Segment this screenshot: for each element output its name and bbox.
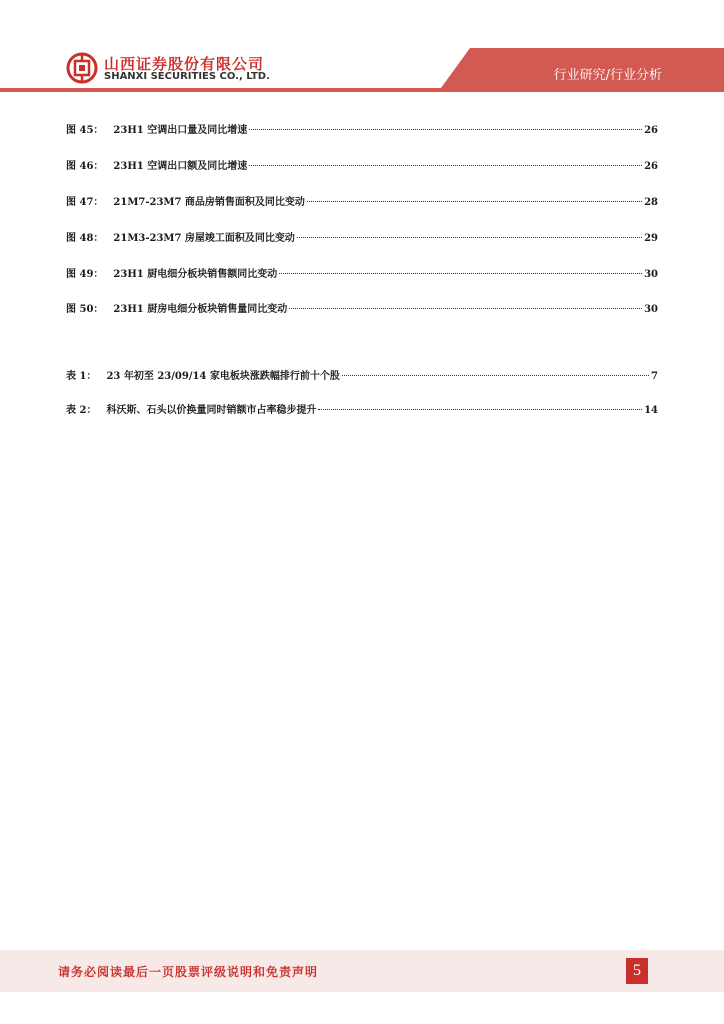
page-footer (0, 950, 724, 992)
toc-entry-label: 图 47： (66, 197, 104, 208)
toc-leader-dots (249, 128, 642, 130)
toc-entry-label: 图 48： (66, 233, 104, 244)
toc-entry-page: 30 (644, 269, 658, 280)
toc-entry-page: 26 (644, 125, 658, 136)
toc-table-entry[interactable] (66, 401, 658, 417)
toc-leader-dots (307, 200, 642, 202)
toc-entry-title: 23H1 厨房电细分板块销售量同比变动 (113, 304, 288, 315)
toc-entry-label: 图 46： (66, 161, 104, 172)
toc-leader-dots (318, 408, 642, 410)
toc-figure-entry[interactable] (66, 265, 658, 281)
company-name-cn: 山西证券股份有限公司 (104, 55, 265, 73)
toc-entry-title: 21M7-23M7 商品房销售面积及同比变动 (113, 197, 305, 208)
toc-entry-label: 图 49： (66, 269, 104, 280)
toc-figure-entry[interactable] (66, 300, 658, 316)
toc-entry-label: 表 2： (66, 405, 97, 416)
toc-entry-title: 23 年初至 23/09/14 家电板块涨跌幅排行前十个股 (106, 371, 340, 382)
shanxi-securities-logo-icon (66, 52, 98, 84)
toc-entry-page: 28 (644, 197, 658, 208)
toc-entry-title: 科沃斯、石头以价换量同时销额市占率稳步提升 (106, 405, 317, 416)
toc-leader-dots (297, 236, 642, 238)
toc-entry-label: 图 45： (66, 125, 104, 136)
toc-figure-entry[interactable] (66, 193, 658, 209)
toc-entry-title: 23H1 空调出口额及同比增速 (113, 161, 248, 172)
toc-entry-label: 图 50： (66, 304, 104, 315)
header-rule (0, 88, 724, 92)
toc-entry-page: 30 (644, 304, 658, 315)
page-number: 5 (626, 958, 648, 984)
toc-entry-title: 23H1 空调出口量及同比增速 (113, 125, 248, 136)
toc-figure-entry[interactable] (66, 157, 658, 173)
company-name-en: SHANXI SECURITIES CO., LTD. (104, 71, 270, 82)
toc-figure-entry[interactable] (66, 229, 658, 245)
toc-figure-entry[interactable] (66, 121, 658, 137)
toc-leader-dots (342, 374, 649, 376)
toc-entry-label: 表 1： (66, 371, 97, 382)
toc-entry-page: 14 (644, 405, 658, 416)
toc-leader-dots (249, 164, 642, 166)
toc-entry-title: 23H1 厨电细分板块销售额同比变动 (113, 269, 278, 280)
section-label: 行业研究/行业分析 (553, 68, 662, 83)
toc-table-entry[interactable] (66, 367, 658, 383)
toc-entry-page: 26 (644, 161, 658, 172)
toc-entry-title: 21M3-23M7 房屋竣工面积及同比变动 (113, 233, 295, 244)
page-header (0, 0, 724, 92)
toc-entry-page: 29 (644, 233, 658, 244)
toc-leader-dots (279, 272, 642, 274)
toc-entry-page: 7 (651, 371, 658, 382)
disclaimer-notice: 请务必阅读最后一页股票评级说明和免责声明 (58, 965, 319, 979)
toc-leader-dots (289, 307, 642, 309)
